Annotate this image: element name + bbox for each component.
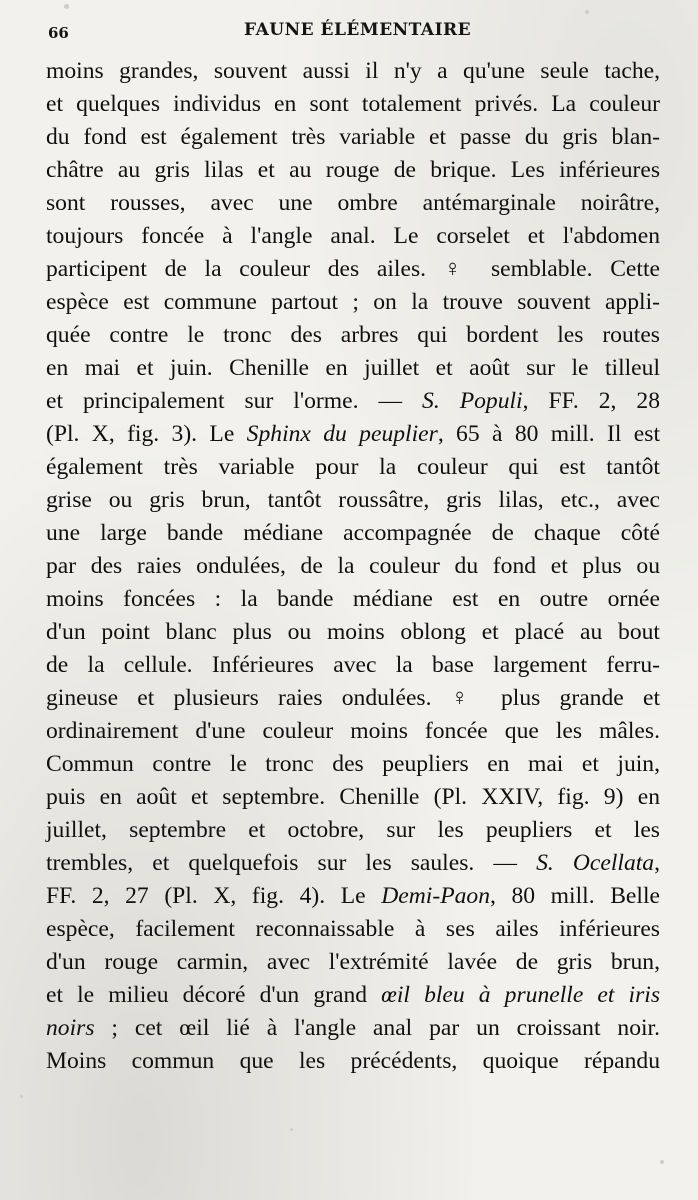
text-line <box>46 55 660 88</box>
text-line <box>46 880 660 913</box>
text-segment: d'un point blanc plus ou moins oblong et placé au bout <box>46 619 660 645</box>
text-segment: espèce, facilement reconnaissable à ses ailes inférieures <box>46 916 660 942</box>
text-segment: gineuse et plusieurs raies ondulées. ♀ plus grande et <box>46 685 660 711</box>
text-segment: et quelques individus en sont totalement privés. La couleur <box>46 91 660 117</box>
text-line <box>46 715 660 748</box>
text-line <box>46 220 660 253</box>
text-line <box>46 385 660 418</box>
paper-speck <box>660 1160 664 1164</box>
text-segment: grise ou gris brun, tantôt roussâtre, gris lilas, etc., avec <box>46 487 660 513</box>
text-segment: d'un rouge carmin, avec l'extrémité lavée de gris brun, <box>46 949 660 975</box>
text-line <box>46 1012 660 1045</box>
text-line <box>46 451 660 484</box>
text-line <box>46 748 660 781</box>
text-line <box>46 616 660 649</box>
text-segment: participent de la couleur des ailes. ♀ semblable. Cette <box>46 256 660 282</box>
paper-speck <box>290 1128 293 1131</box>
text-segment: châtre au gris lilas et au rouge de brique. Les inférieures <box>46 157 660 183</box>
italic-term: Demi-Paon <box>381 883 490 909</box>
text-line <box>46 418 660 451</box>
text-line <box>46 550 660 583</box>
text-line <box>46 847 660 880</box>
text-line <box>46 913 660 946</box>
page-header <box>0 18 698 42</box>
italic-term: noirs <box>46 1015 95 1041</box>
italic-term: S. Populi <box>422 388 523 414</box>
italic-term: S. Ocellata <box>536 850 655 876</box>
text-segment: toujours foncée à l'angle anal. Le corselet et l'abdomen <box>46 223 660 249</box>
paper-speck <box>585 10 589 14</box>
running-head: FAUNE ÉLÉMENTAIRE <box>244 20 472 40</box>
text-line <box>46 649 660 682</box>
text-line <box>46 517 660 550</box>
text-line <box>46 682 660 715</box>
text-segment: et le milieu décoré d'un grand <box>46 982 382 1008</box>
text-segment: (Pl. X, fig. 3). Le <box>46 421 247 447</box>
text-line <box>46 319 660 352</box>
text-line <box>46 253 660 286</box>
text-line <box>46 352 660 385</box>
text-segment: , <box>654 850 660 876</box>
text-segment: Commun contre le tronc des peupliers en mai et juin, <box>46 751 660 777</box>
page-number: 66 <box>48 24 69 42</box>
text-line <box>46 286 660 319</box>
text-segment: , FF. 2, 28 <box>522 388 660 414</box>
text-segment: également très variable pour la couleur qui est tantôt <box>46 454 660 480</box>
text-line <box>46 814 660 847</box>
text-line <box>46 1045 660 1078</box>
text-segment: du fond est également très variable et passe du gris blan- <box>46 124 660 150</box>
body-text <box>46 55 660 1078</box>
text-segment: ; cet œil lié à l'angle anal par un croissant noir. <box>94 1015 660 1041</box>
text-segment: juillet, septembre et octobre, sur les peupliers et les <box>46 817 660 843</box>
text-segment: , 80 mill. Belle <box>490 883 660 909</box>
text-line <box>46 154 660 187</box>
text-segment: par des raies ondulées, de la couleur du fond et plus ou <box>46 553 660 579</box>
text-segment: moins foncées : la bande médiane est en outre ornée <box>46 586 660 612</box>
text-segment: ordinairement d'une couleur moins foncée que les mâles. <box>46 718 660 744</box>
text-segment: FF. 2, 27 (Pl. X, fig. 4). Le <box>46 883 382 909</box>
text-segment: de la cellule. Inférieures avec la base largement ferru- <box>46 652 660 678</box>
text-line <box>46 781 660 814</box>
text-segment: , 65 à 80 mill. Il est <box>437 421 661 447</box>
text-line <box>46 583 660 616</box>
paper-speck <box>64 4 69 9</box>
text-line <box>46 121 660 154</box>
text-line <box>46 979 660 1012</box>
text-segment: moins grandes, souvent aussi il n'y a qu'une seule tache, <box>46 58 660 84</box>
paper-speck <box>20 1095 23 1098</box>
text-segment: en mai et juin. Chenille en juillet et août sur le tilleul <box>46 355 660 381</box>
text-segment: Moins commun que les précédents, quoique répandu <box>46 1048 660 1074</box>
text-segment: trembles, et quelquefois sur les saules. — <box>46 850 537 876</box>
text-line <box>46 946 660 979</box>
text-line <box>46 88 660 121</box>
text-segment: et principalement sur l'orme. — <box>46 388 423 414</box>
text-line <box>46 187 660 220</box>
text-segment: quée contre le tronc des arbres qui bordent les routes <box>46 322 660 348</box>
text-segment: une large bande médiane accompagnée de chaque côté <box>46 520 660 546</box>
text-segment: sont rousses, avec une ombre antémarginale noirâtre, <box>46 190 660 216</box>
text-line <box>46 484 660 517</box>
italic-term: œil bleu à prunelle et iris <box>381 982 660 1008</box>
italic-term: Sphinx du peuplier <box>246 421 438 447</box>
text-segment: puis en août et septembre. Chenille (Pl. XXIV, fig. 9) en <box>46 784 660 810</box>
text-segment: espèce est commune partout ; on la trouve souvent appli- <box>46 289 660 315</box>
